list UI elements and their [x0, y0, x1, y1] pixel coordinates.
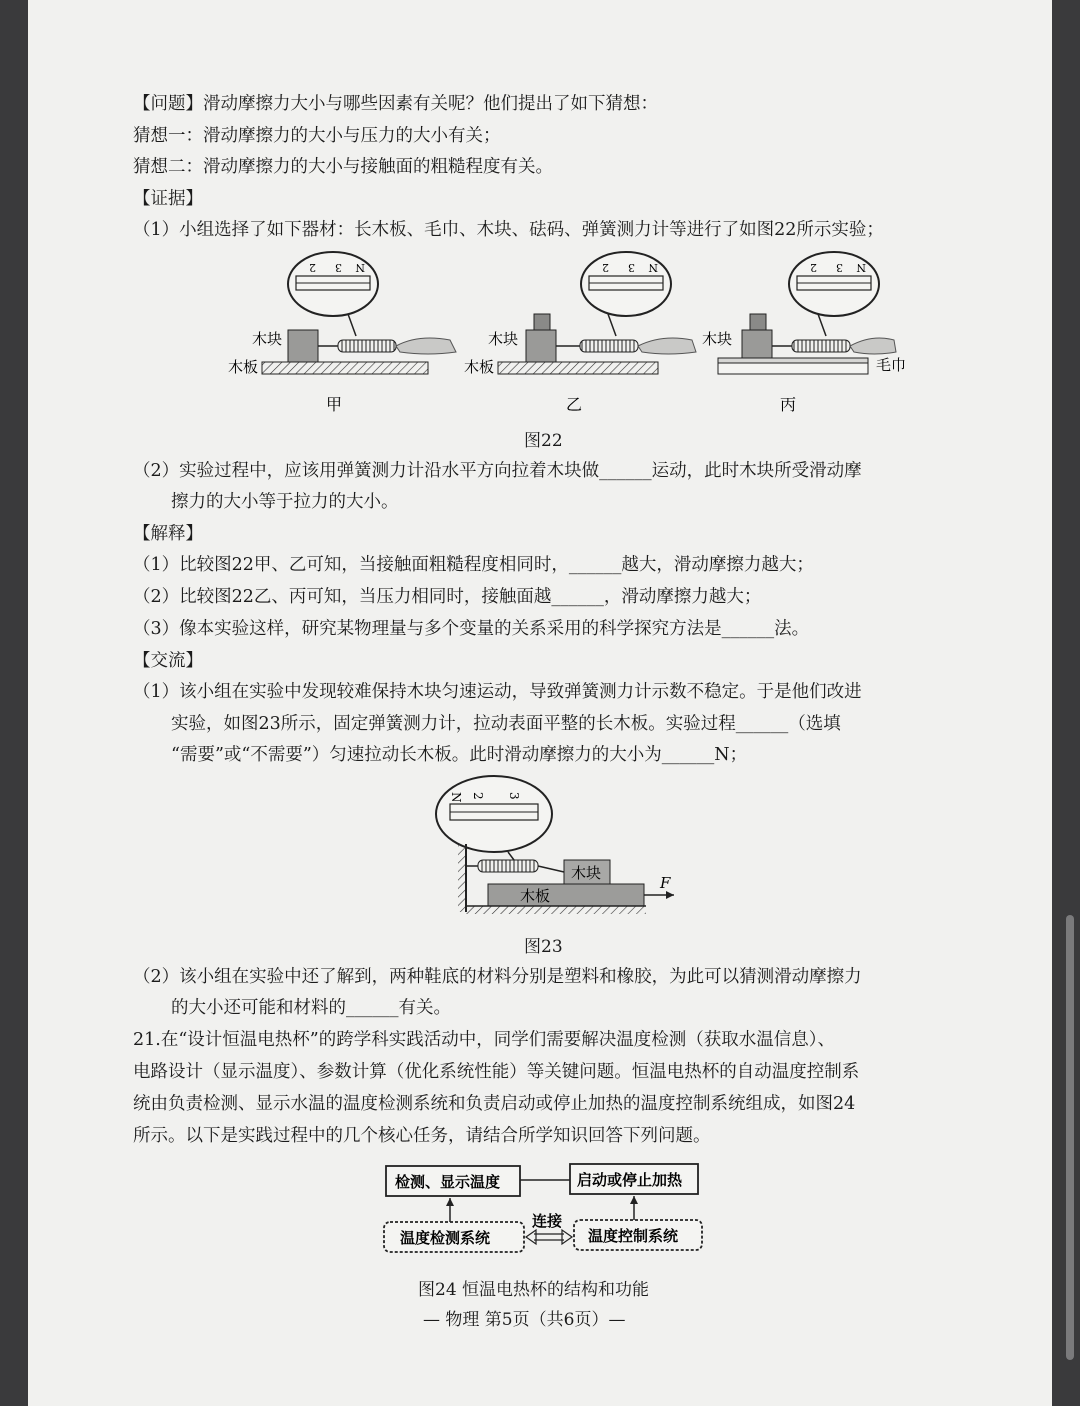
box-control-system-label: 温度控制系统 [588, 1227, 679, 1245]
exchange-item-2-cont: 的大小还可能和材料的______有关。 [171, 998, 451, 1018]
dial-unit-label: N [856, 261, 866, 274]
spring-scale [338, 340, 396, 352]
towel-label: 毛巾 [876, 356, 907, 374]
block-label: 木块 [488, 330, 519, 348]
dial-tick-label: 3 [836, 261, 843, 274]
guess-one: 猜想一：滑动摩擦力的大小与压力的大小有关； [133, 126, 501, 146]
dial-unit-label: N [648, 261, 658, 274]
board-label: 木板 [520, 887, 551, 905]
box-detect-system-label: 温度检测系统 [400, 1229, 491, 1247]
exchange-item-1-cont2: “需要”或“不需要”）匀速拉动长木板。此时滑动摩擦力的大小为______N； [171, 745, 748, 765]
connect-label: 连接 [532, 1212, 563, 1230]
board-label: 木板 [464, 358, 495, 376]
exam-page [28, 0, 1052, 1406]
figure-22 [188, 252, 908, 420]
dial-magnifier [436, 776, 552, 852]
panel-label: 乙 [566, 395, 583, 414]
figure-24-caption: 图24 恒温电热杯的结构和功能 [418, 1280, 650, 1300]
spring-scale [580, 340, 638, 352]
board-label: 木板 [228, 358, 259, 376]
weight [750, 314, 766, 330]
evidence-heading: 【证据】 [133, 189, 203, 209]
hand-icon [396, 338, 456, 354]
guess-two: 猜想二：滑动摩擦力的大小与接触面的粗糙程度有关。 [133, 157, 553, 177]
exchange-heading: 【交流】 [133, 651, 203, 671]
panel-label: 丙 [780, 395, 797, 414]
evidence-item-1: （1）小组选择了如下器材：长木板、毛巾、木块、砝码、弹簧测力计等进行了如图22所示实验； [133, 220, 884, 240]
scrollbar[interactable] [1066, 915, 1074, 1360]
towel [718, 358, 868, 363]
explain-item-3: （3）像本实验这样，研究某物理量与多个变量的关系采用的科学探究方法是______法。 [133, 619, 810, 639]
dial-tick-label: 2 [471, 792, 485, 800]
dial-tick-label: 2 [602, 261, 609, 274]
spring-scale [478, 860, 538, 872]
figure-22-caption: 图22 [524, 431, 563, 451]
panel-bing [702, 252, 906, 414]
explain-heading: 【解释】 [133, 524, 203, 544]
evidence-item-2-cont: 擦力的大小等于拉力的大小。 [171, 492, 399, 512]
problem-21-line-3: 统由负责检测、显示水温的温度检测系统和负责启动或停止加热的温度控制系统组成，如图24 [133, 1094, 856, 1114]
exchange-item-2: （2）该小组在实验中还了解到，两种鞋底的材料分别是塑料和橡胶，为此可以猜测滑动摩擦力 [133, 967, 862, 987]
problem-21-line-2: 电路设计（显示温度）、参数计算（优化系统性能）等关键问题。恒温电热杯的自动温度控制系 [133, 1062, 860, 1082]
figure-23 [428, 774, 671, 924]
spring-scale [792, 340, 850, 352]
panel-yi [464, 252, 696, 414]
board [718, 363, 868, 374]
exchange-item-1-cont: 实验，如图23所示，固定弹簧测力计，拉动表面平整的长木板。实验过程______（选填 [171, 714, 841, 734]
page-footer: — 物理 第5页（共6页）— [423, 1310, 626, 1330]
panel-jia [228, 252, 456, 414]
block-label: 木块 [252, 330, 283, 348]
explain-item-1: （1）比较图22甲、乙可知，当接触面粗糙程度相同时，______越大，滑动摩擦力越大； [133, 555, 814, 575]
evidence-item-2: （2）实验过程中，应该用弹簧测力计沿水平方向拉着木块做______运动，此时木块所受滑动摩 [133, 461, 862, 481]
board [262, 362, 428, 374]
wood-block [742, 330, 772, 362]
dial-tick-label: 2 [309, 261, 316, 274]
dial-tick-label: 3 [628, 261, 635, 274]
board [498, 362, 658, 374]
problem-21-line-1: 21.在“设计恒温电热杯”的跨学科实践活动中，同学们需要解决温度检测（获取水温信息）、 [133, 1030, 835, 1050]
wall [458, 844, 466, 912]
block-label: 木块 [702, 330, 733, 348]
box-detect-show-label: 检测、显示温度 [395, 1173, 501, 1191]
exchange-item-1: （1）该小组在实验中发现较难保持木块匀速运动，导致弹簧测力计示数不稳定。于是他们改进 [133, 682, 862, 702]
problem-21-line-4: 所示。以下是实践过程中的几个核心任务，请结合所学知识回答下列问题。 [133, 1126, 711, 1146]
ground [466, 906, 646, 914]
box-start-stop-label: 启动或停止加热 [577, 1171, 683, 1189]
dial-tick-label: 3 [507, 792, 521, 800]
force-arrow-head [666, 891, 674, 899]
dial-tick-label: 3 [335, 261, 342, 274]
question-heading: 【问题】滑动摩擦力大小与哪些因素有关呢？他们提出了如下猜想： [133, 94, 658, 114]
hand-icon [850, 338, 896, 354]
board [488, 884, 644, 906]
wood-block [526, 330, 556, 362]
figure-23-caption: 图23 [524, 937, 563, 957]
dial-unit-label: N [449, 792, 463, 803]
figure-24 [378, 1158, 708, 1258]
panel-label: 甲 [326, 395, 343, 414]
weight [534, 314, 550, 330]
dial-tick-label: 2 [810, 261, 817, 274]
hand-icon [638, 338, 696, 354]
dial-unit-label: N [355, 261, 365, 274]
explain-item-2: （2）比较图22乙、丙可知，当压力相同时，接触面越______，滑动摩擦力越大； [133, 587, 762, 607]
wood-block [288, 330, 318, 362]
force-label: F [660, 874, 671, 892]
block-label: 木块 [571, 864, 602, 882]
